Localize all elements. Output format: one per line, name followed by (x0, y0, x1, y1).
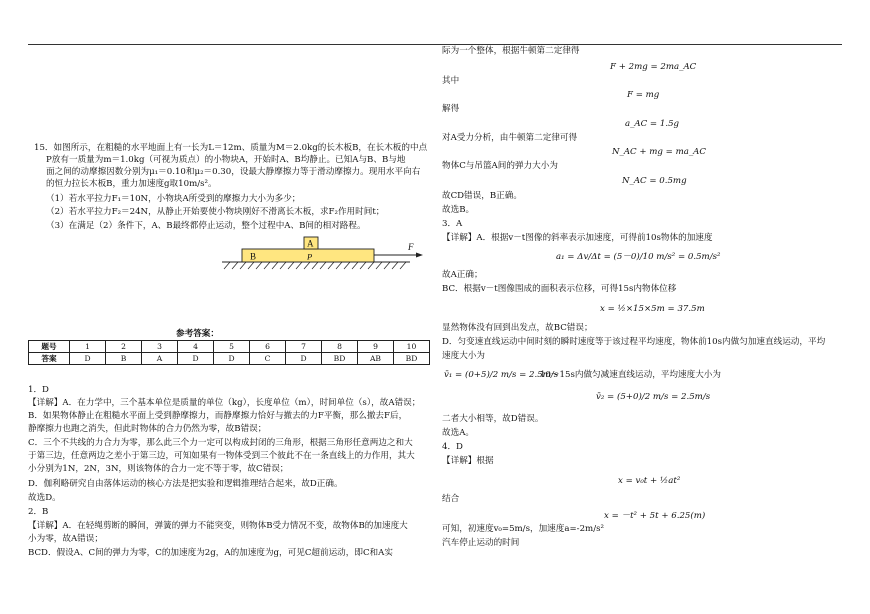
right-line: 故选B。 (442, 205, 475, 215)
right-line: 物体C与吊篮A间的弹力大小为 (442, 161, 558, 171)
force-arrow-head (416, 253, 423, 258)
label-b: B (250, 251, 257, 262)
label-p: P (307, 251, 313, 262)
q15-line-6: （2）若水平拉力F₂＝24N，从静止开始要使小物块刚好不滑离长木板，求F₂作用时间t； (46, 207, 385, 217)
right-line: 3．A (442, 219, 463, 229)
table-header-label: 题号 (29, 341, 70, 353)
right-line: 可知，初速度v₀=5m/s，加速度a=-2m/s² (442, 524, 604, 534)
solution-line: 于第三边，任意两边之差小于第三边，可知如果有一物体受到三个彼此不在一条直线上的力作用，其大 (28, 451, 415, 461)
solution-line: 【详解】A．在力学中，三个基本单位是质量的单位（kg），长度单位（m），时间单位（s），故A错误； (28, 398, 421, 408)
q-number: 4 (178, 341, 214, 353)
answer-cell: BD (322, 353, 358, 365)
answer-cell: BD (394, 353, 430, 365)
table-answer-label: 答案 (29, 353, 70, 365)
answer-cell: D (70, 353, 106, 365)
right-line: 速度大小为 (442, 351, 485, 361)
answer-cell: AB (358, 353, 394, 365)
answer-table (28, 340, 430, 365)
formula: F + 2mg = 2ma_AC (610, 62, 697, 72)
ground-hatching (224, 262, 406, 269)
right-line: 故选A。 (442, 428, 474, 438)
answer-table-answer-row (29, 353, 430, 365)
solution-line: 小分别为1N，2N，3N，则该物体的合力一定不等于零，故C错误； (28, 464, 289, 474)
right-line: 二者大小相等，故D错误。 (442, 414, 544, 424)
solution-line: 小为零，故A错误； (28, 534, 103, 544)
right-line: 4．D (442, 442, 463, 452)
answer-cell: D (286, 353, 322, 365)
formula: x = v₀t + ½at² (618, 476, 681, 486)
formula: N_AC + mg = ma_AC (612, 147, 706, 157)
formula: a₁ = Δv/Δt = (5－0)/10 m/s² = 0.5m/s² (556, 252, 721, 262)
right-line: BC．根据v－t图像围成的面积表示位移，可得15s内物体位移 (442, 284, 677, 294)
formula: x = ½×15×5m = 37.5m (600, 304, 705, 314)
right-line: 故CD错误，B正确。 (442, 191, 522, 201)
q15-line-1: 15．如图所示，在粗糙的水平地面上有一长为L＝12m、质量为M＝2.0kg的长木板B，在长木板的中点 (34, 143, 428, 153)
formula: x = －t² + 5t + 6.25(m) (604, 511, 706, 521)
solution-line: BCD．假设A、C间的弹力为零，C的加速度为2g，A的加速度为g，可见C超前运动，即C和A实 (28, 548, 393, 558)
solution-line: 【详解】A．在轻绳剪断的瞬间，弹簧的弹力不能突变，则物体B受力情况不变，故物体B的加速度大 (28, 521, 408, 531)
right-line: 际为一个整体，根据牛顿第二定律得 (442, 46, 580, 56)
q15-line-4: 的恒力拉长木板B，重力加速度g取10m/s²。 (46, 179, 217, 189)
formula: N_AC = 0.5mg (622, 176, 687, 186)
answers-title: 参考答案： (176, 329, 219, 339)
q-number: 6 (250, 341, 286, 353)
q-number: 9 (358, 341, 394, 353)
q15-line-7: （3）在满足（2）条件下，A、B最终都停止运动，整个过程中A、B间的相对路程。 (46, 221, 366, 231)
formula: v̄₂ = (5+0)/2 m/s = 2.5m/s (596, 392, 711, 402)
q15-line-3: 面之间的动摩擦因数分别为μ₁＝0.10和μ₂＝0.30，设最大静摩擦力等于滑动摩擦力。现用水平向右 (46, 167, 421, 177)
label-a: A (307, 238, 314, 249)
q-number: 1 (70, 341, 106, 353)
solution-line: C．三个不共线的力合力为零，那么此三个力一定可以构成封闭的三角形，根据三角形任意两边之和大 (28, 438, 413, 448)
right-line: 故A正确； (442, 270, 483, 280)
answer-cell: D (178, 353, 214, 365)
right-line: 其中 (442, 76, 460, 86)
right-line: D．匀变速直线运动中间时刻的瞬时速度等于该过程平均速度，物体前10s内做匀加速直线运动，平均 (442, 337, 826, 347)
q-number: 8 (322, 341, 358, 353)
answer-table-header-row (29, 341, 430, 353)
header-rule (28, 44, 842, 45)
answer-cell: A (142, 353, 178, 365)
right-line: 汽车停止运动的时间 (442, 538, 520, 548)
q15-line-2: P放有一质量为m＝1.0kg（可视为质点）的小物块A，开始时A、B均静止。已知A与B、B与地 (46, 155, 406, 165)
board-block-figure (220, 236, 430, 270)
right-line: 10～15s内做匀减速直线运动，平均速度大小为 (540, 370, 721, 380)
right-line: 解得 (442, 104, 460, 114)
answer-cell: B (106, 353, 142, 365)
formula: v̄₁ = (0+5)/2 m/s = 2.5m/s (444, 370, 559, 380)
label-f: F (408, 242, 414, 252)
answer-cell: C (250, 353, 286, 365)
solution-line: 静摩擦力也跑之消失，但此时物体的合力仍然为零，故B错误； (28, 424, 267, 434)
right-line: 显然物体没有回到出发点，故BC错误； (442, 323, 593, 333)
answer-cell: D (214, 353, 250, 365)
right-line: 【详解】根据 (442, 456, 494, 466)
right-line: 结合 (442, 494, 460, 504)
solution-line: B．如果物体静止在粗糙水平面上受到静摩擦力，而静摩擦力恰好与撤去的力F平衡，那么撤去F后， (28, 411, 408, 421)
solution-line: 2．B (28, 507, 49, 517)
solution-line: D．伽利略研究自由落体运动的核心方法是把实验和逻辑推理结合起来，故D正确。 (28, 479, 343, 489)
formula: a_AC = 1.5g (625, 119, 680, 129)
solution-line: 1．D (28, 385, 49, 395)
solution-line: 故选D。 (28, 493, 61, 503)
right-line: 对A受力分析，由牛顿第二定律可得 (442, 133, 578, 143)
q-number: 7 (286, 341, 322, 353)
q-number: 2 (106, 341, 142, 353)
right-line: 【详解】A．根据v－t图像的斜率表示加速度，可得前10s物体的加速度 (442, 233, 713, 243)
formula: F = mg (627, 90, 660, 100)
q-number: 10 (394, 341, 430, 353)
q-number: 5 (214, 341, 250, 353)
q15-line-5: （1）若水平拉力F₁＝10N，小物块A所受到的摩擦力大小为多少； (46, 194, 301, 204)
q-number: 3 (142, 341, 178, 353)
